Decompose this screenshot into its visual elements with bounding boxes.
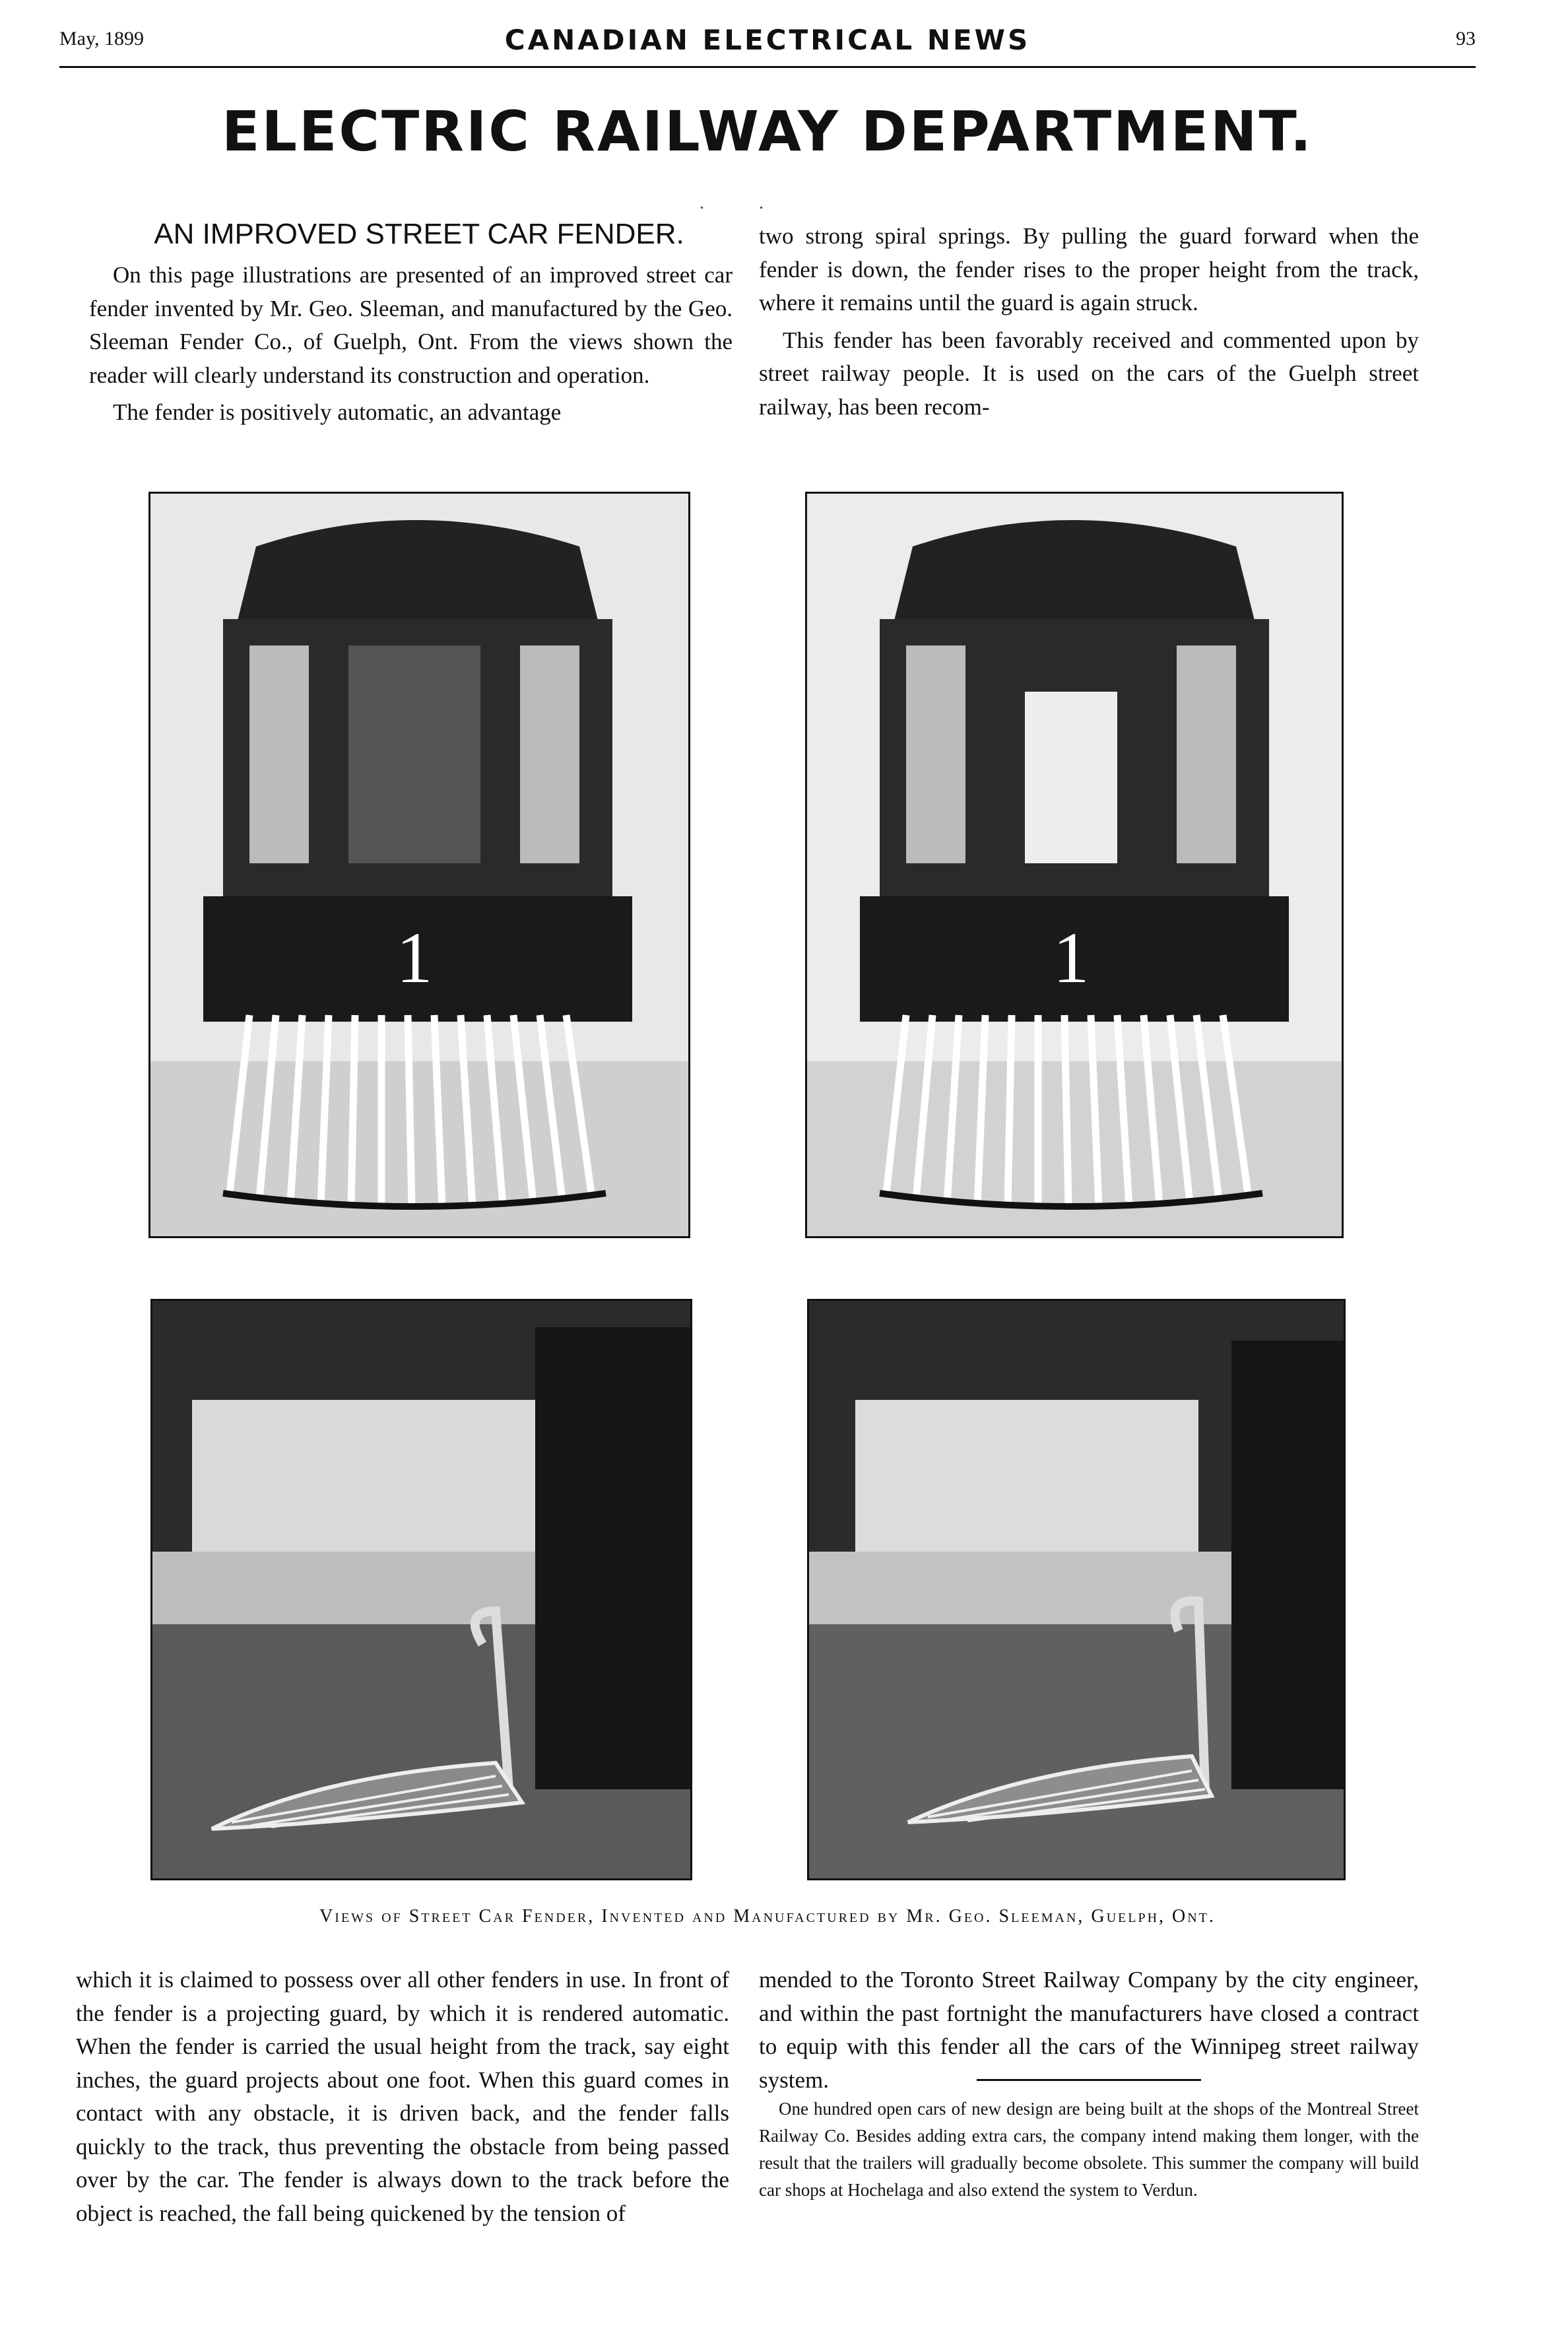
page-header <box>59 20 1476 68</box>
section-divider <box>977 2079 1201 2081</box>
photo-fender-side-left <box>150 1299 692 1880</box>
paragraph: mended to the Toronto Street Railway Company by the city engineer, and within the past fortnight the manufacturers have closed a contract to equip with this fender all the cars of the Winnipeg street railway system. <box>759 1967 1419 2093</box>
paragraph: One hundred open cars of new design are being built at the shops of the Montreal Street Railway Co. Besides adding extra cars, the company intend making them longer, with the result that the trailers will gradually become obsolete. This summer the company will build car shops at Hochelaga and also extend the system to Verdun. <box>759 2099 1419 2200</box>
fender-side-illustration <box>809 1301 1344 1878</box>
column-1-top <box>89 259 733 430</box>
issue-date: May, 1899 <box>59 28 145 50</box>
streetcar-front-illustration <box>150 494 688 1236</box>
publication-title: CANADIAN ELECTRICAL NEWS <box>504 24 1031 56</box>
paragraph: This fender has been favorably received and commented upon by street railway people. It is used on the cars of the Guelph street railway, has been recom- <box>759 327 1419 420</box>
column-2-top <box>759 220 1419 424</box>
paragraph: which it is claimed to possess over all other fenders in use. In front of the fender is a projecting guard, by which it is rendered automatic. When the fender is carried the usual height from the track, say eight inches, the guard projects about one foot. When this guard comes in contact with any obstacle, it is driven back, and the fender falls quickly to the track, thus preventing the obstacle from being passed over by the car. The fender is always down to the track before the object is reached, the fall being quickened by the tension of <box>76 1967 729 2226</box>
column-1-bottom <box>76 1964 729 2230</box>
paragraph: two strong spiral springs. By pulling the guard forward when the fender is down, the fender rises to the proper height from the track, where it remains until the guard is again struck. <box>759 223 1419 315</box>
news-note <box>759 2096 1419 2204</box>
ornament-dot: . <box>759 193 764 213</box>
photo-fender-side-right <box>807 1299 1346 1880</box>
ornament-dot: . <box>700 193 704 213</box>
page-number: 93 <box>1456 28 1476 50</box>
photo-car-front-right <box>805 492 1344 1238</box>
article-title: AN IMPROVED STREET CAR FENDER. <box>154 218 684 250</box>
figure-caption: Views of Street Car Fender, Invented and Manufactured by Mr. Geo. Sleeman, Guelph, Ont. <box>319 1906 1216 1927</box>
car-number: 1 <box>1053 917 1090 998</box>
column-2-bottom <box>759 1964 1419 2097</box>
streetcar-front-illustration <box>807 494 1342 1236</box>
paragraph: The fender is positively automatic, an advantage <box>113 399 562 425</box>
paragraph: On this page illustrations are presented of an improved street car fender invented by Mr. Geo. Sleeman, and manufactured by the Geo. Sleeman Fender Co., of Guelph, Ont. From the views shown the reader will clearly understand its construction and operation. <box>89 262 733 388</box>
photo-car-front-left <box>148 492 690 1238</box>
car-number: 1 <box>396 917 433 998</box>
department-title: ELECTRIC RAILWAY DEPARTMENT. <box>222 99 1313 164</box>
fender-side-illustration <box>152 1301 690 1878</box>
